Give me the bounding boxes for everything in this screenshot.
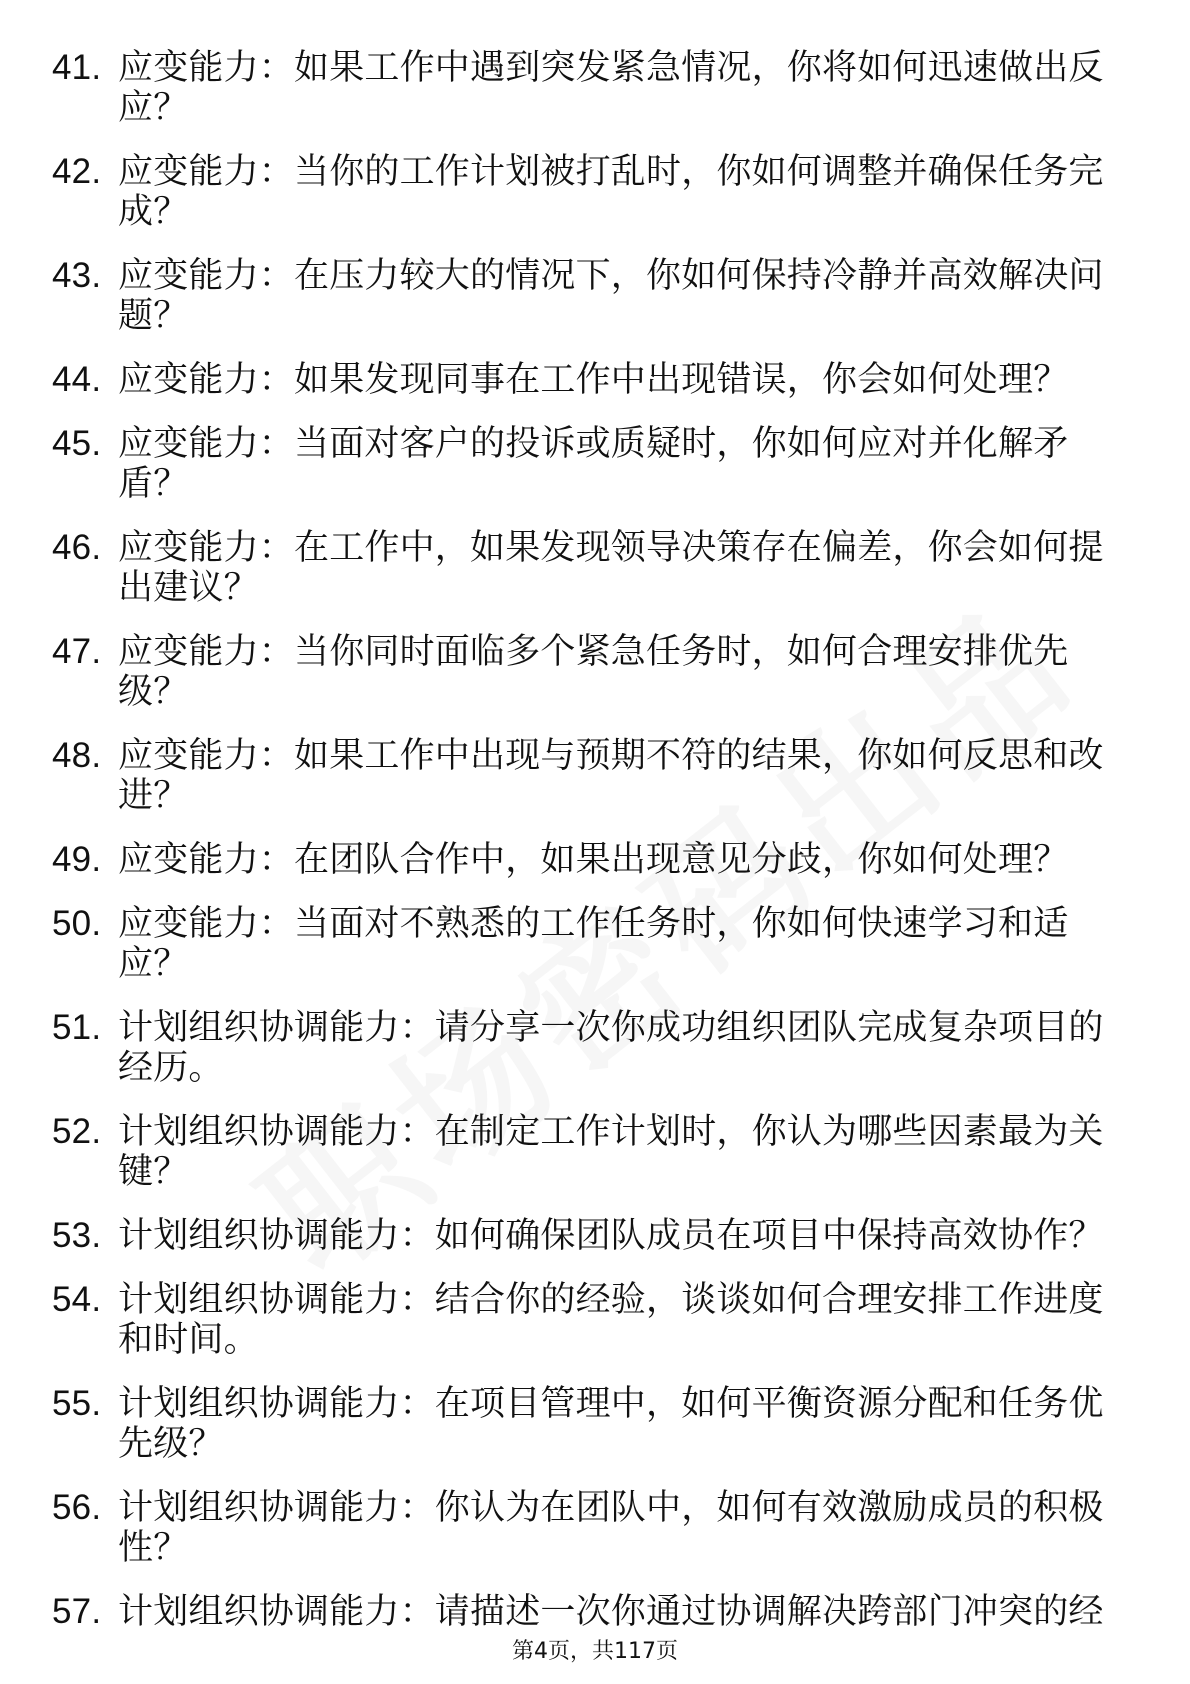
question-text: 计划组织协调能力：如何确保团队成员在项目中保持高效协作？ [118,1216,1104,1256]
list-item [52,1216,1112,1256]
list-item [52,904,1112,984]
question-number: 48. [52,736,102,775]
question-text: 计划组织协调能力：请分享一次你成功组织团队完成复杂项目的经历。 [118,1008,1104,1088]
question-text: 应变能力：当面对客户的投诉或质疑时，你如何应对并化解矛盾？ [118,424,1069,504]
question-text: 应变能力：在团队合作中，如果出现意见分歧，你如何处理？ [118,840,1069,880]
list-item [52,736,1112,816]
list-item [52,256,1112,336]
list-item [52,840,1112,880]
question-number: 56. [52,1488,102,1527]
question-text: 计划组织协调能力：在项目管理中，如何平衡资源分配和任务优先级？ [118,1384,1104,1464]
question-text: 应变能力：当你的工作计划被打乱时，你如何调整并确保任务完成？ [118,152,1104,232]
question-text: 应变能力：在工作中，如果发现领导决策存在偏差，你会如何提出建议？ [118,528,1104,608]
question-number: 47. [52,632,102,671]
page-footer: 第4页，共117页 [512,1639,678,1664]
list-item [52,1008,1112,1088]
list-item [52,360,1112,400]
question-text: 计划组织协调能力：请描述一次你通过协调解决跨部门冲突的经 [118,1592,1104,1632]
question-text: 应变能力：如果工作中出现与预期不符的结果，你如何反思和改进？ [118,736,1104,816]
list-item [52,48,1112,128]
question-text: 应变能力：当面对不熟悉的工作任务时，你如何快速学习和适应？ [118,904,1069,984]
question-number: 50. [52,904,102,943]
list-item [52,1384,1112,1464]
question-number: 41. [52,48,102,87]
list-item [52,1592,1112,1632]
list-item [52,424,1112,504]
list-item [52,1280,1112,1360]
question-list [52,48,1112,1656]
question-number: 53. [52,1216,102,1255]
list-item [52,1488,1112,1568]
question-text: 计划组织协调能力：在制定工作计划时，你认为哪些因素最为关键？ [118,1112,1104,1192]
question-number: 52. [52,1112,102,1151]
question-text: 应变能力：在压力较大的情况下，你如何保持冷静并高效解决问题？ [118,256,1104,336]
question-text: 计划组织协调能力：结合你的经验，谈谈如何合理安排工作进度和时间。 [118,1280,1104,1360]
question-text: 应变能力：如果工作中遇到突发紧急情况，你将如何迅速做出反应？ [118,48,1104,128]
question-number: 51. [52,1008,102,1047]
list-item [52,152,1112,232]
question-number: 43. [52,256,102,295]
question-number: 57. [52,1592,102,1631]
question-text: 应变能力：如果发现同事在工作中出现错误，你会如何处理？ [118,360,1069,400]
list-item [52,1112,1112,1192]
question-text: 计划组织协调能力：你认为在团队中，如何有效激励成员的积极性？ [118,1488,1104,1568]
question-number: 45. [52,424,102,463]
question-number: 49. [52,840,102,879]
list-item [52,528,1112,608]
question-number: 55. [52,1384,102,1423]
question-number: 54. [52,1280,102,1319]
question-number: 44. [52,360,102,399]
question-text: 应变能力：当你同时面临多个紧急任务时，如何合理安排优先级？ [118,632,1069,712]
list-item [52,632,1112,712]
question-number: 46. [52,528,102,567]
question-number: 42. [52,152,102,191]
